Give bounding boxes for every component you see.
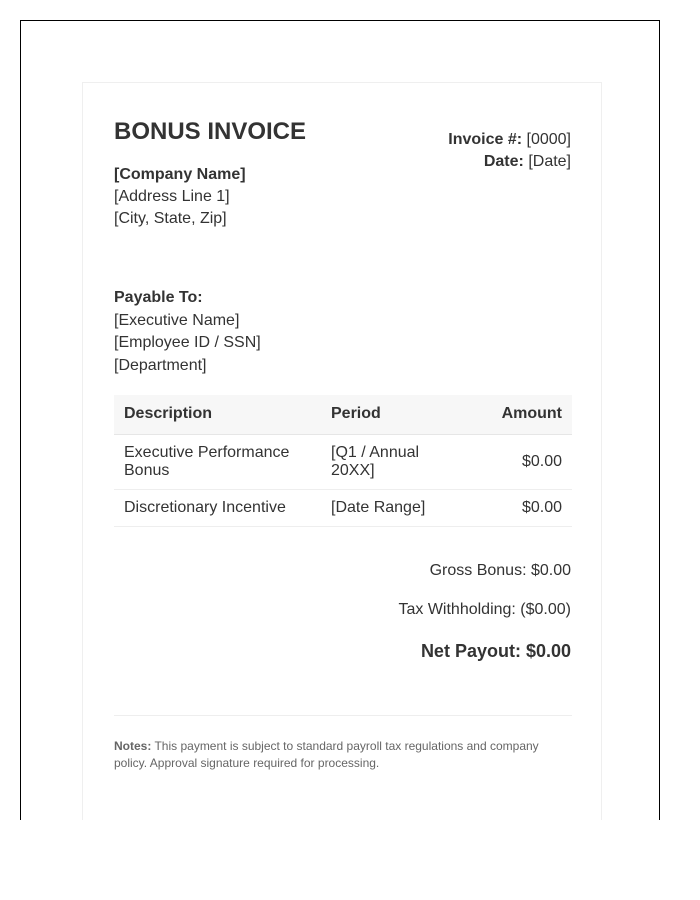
company-city-state-zip: [City, State, Zip] (114, 210, 227, 227)
header-amount: Amount (452, 395, 572, 434)
totals-block (398, 561, 571, 661)
page-frame (20, 20, 660, 820)
company-block (114, 164, 246, 230)
notes-label: Notes: (114, 739, 152, 753)
invoice-number-row (448, 129, 571, 151)
invoice-number-label: Invoice #: (448, 131, 523, 148)
invoice-number-value: [0000] (526, 131, 571, 148)
row-description: Discretionary Incentive (114, 489, 321, 526)
header-period: Period (321, 395, 452, 434)
table-row (114, 489, 572, 526)
payable-department: [Department] (114, 356, 207, 374)
row-amount: $0.00 (452, 434, 572, 489)
invoice-card (82, 82, 602, 820)
table-row (114, 434, 572, 489)
invoice-date-label: Date: (483, 153, 524, 170)
company-name: [Company Name] (114, 166, 246, 183)
row-period: [Q1 / Annual 20XX] (321, 434, 452, 489)
gross-bonus: Gross Bonus: $0.00 (429, 562, 571, 579)
invoice-date-row (448, 151, 571, 173)
payable-employee-id: [Employee ID / SSN] (114, 334, 261, 351)
company-address-line1: [Address Line 1] (114, 188, 230, 205)
invoice-title: BONUS INVOICE (114, 118, 307, 145)
table-header-row (114, 395, 572, 434)
row-period: [Date Range] (321, 489, 452, 526)
notes-divider (114, 715, 572, 716)
row-amount: $0.00 (452, 489, 572, 526)
line-items-table (114, 395, 572, 527)
net-payout: Net Payout: $0.00 (420, 641, 571, 661)
tax-withholding: Tax Withholding: ($0.00) (398, 601, 571, 618)
invoice-date-value: [Date] (528, 153, 571, 170)
payable-to-block (114, 287, 261, 377)
row-description: Executive Performance Bonus (114, 434, 321, 489)
notes-block (114, 738, 554, 772)
invoice-meta (448, 129, 571, 173)
payable-executive-name: [Executive Name] (114, 311, 240, 329)
payable-to-label: Payable To: (114, 289, 203, 306)
notes-text: This payment is subject to standard payroll tax regulations and company policy. Approval signature required for processing. (114, 739, 539, 770)
header-description: Description (114, 395, 321, 434)
